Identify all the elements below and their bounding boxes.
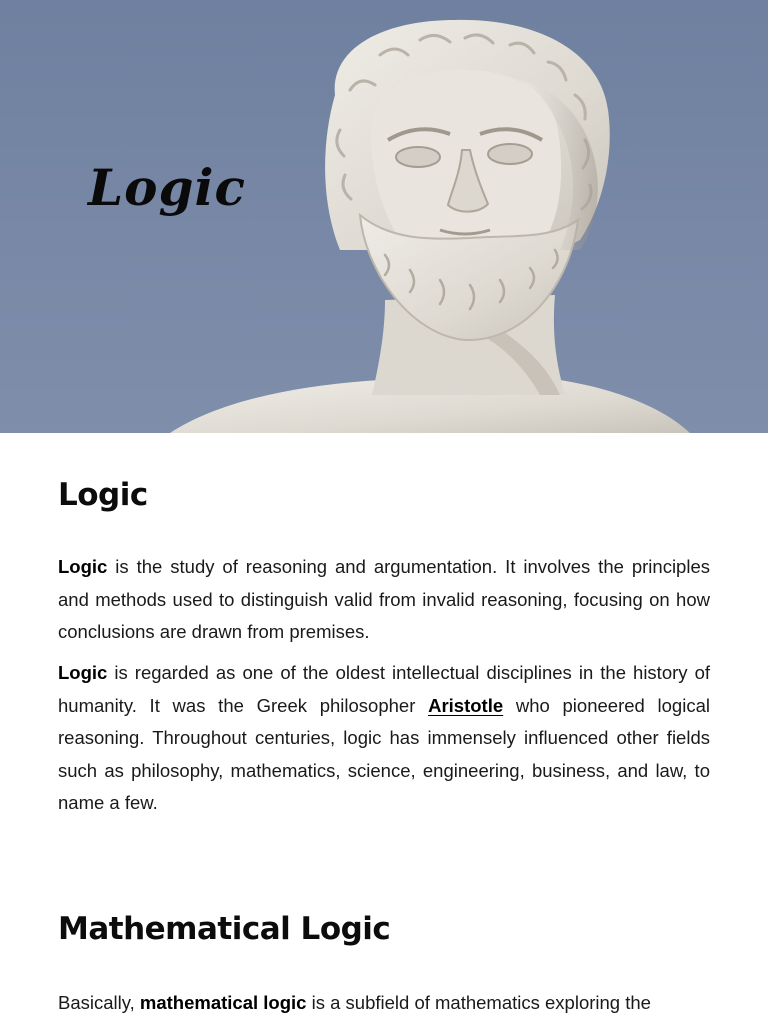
aristotle-link[interactable]: Aristotle (428, 694, 504, 716)
section-heading-logic: Logic (58, 477, 148, 513)
term-logic: Logic (58, 556, 108, 577)
hero-title: Logic (88, 158, 246, 217)
section-heading-mathematical-logic: Mathematical Logic (58, 911, 391, 947)
term-logic: Logic (58, 662, 108, 683)
paragraph-logic-history: Logic is regarded as one of the oldest intellectual disciplines in the history of humanity. It was the Greek philosopher Aristotle who pioneered logical reasoning. Throughout centuries, logic has immensely influenced other fields such as philosophy, mathematics, science, engineering, business, and law, to name a few. (58, 662, 710, 814)
hero-banner (0, 0, 768, 433)
paragraph-mathematical-logic: Basically, mathematical logic is a subfield of mathematics exploring the (58, 992, 651, 1013)
paragraph-logic-definition: Logic is the study of reasoning and argumentation. It involves the principles and methods used to distinguish valid from invalid reasoning, focusing on how conclusions are drawn from premises. (58, 556, 710, 643)
term-mathematical-logic: mathematical logic (139, 992, 307, 1013)
